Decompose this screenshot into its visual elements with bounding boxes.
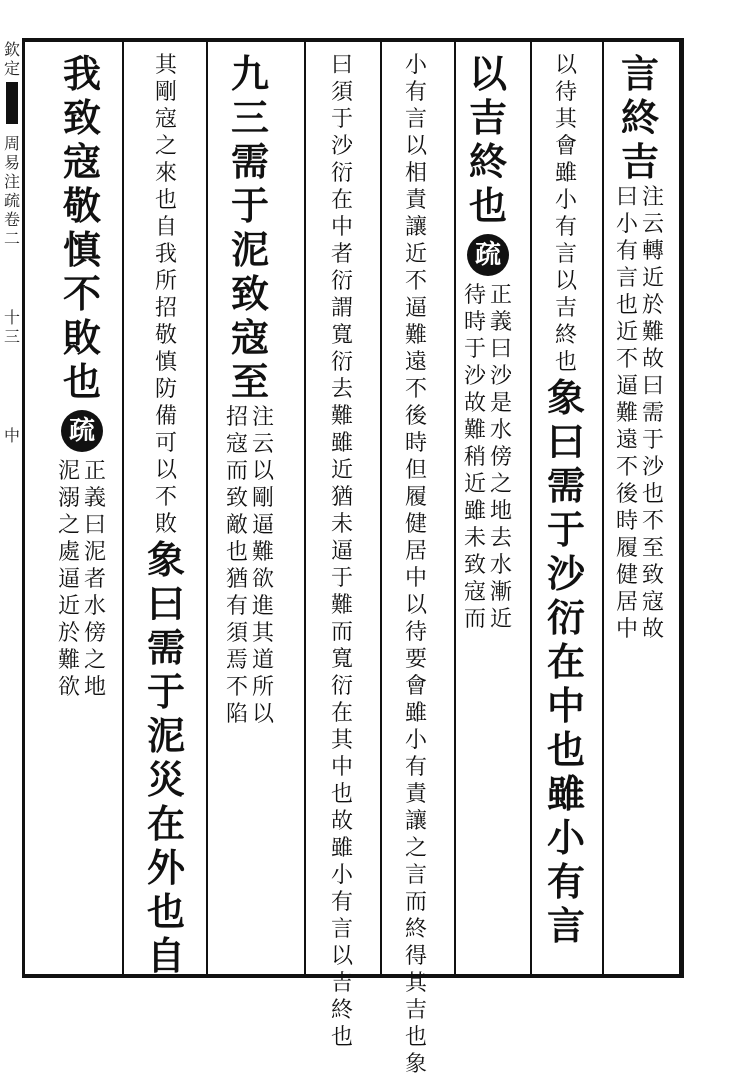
main-text: 我 致 寇 敬 慎 不 敗 也: [62, 51, 101, 404]
commentary-text: 曰 須 于 沙 衍 在 中 者 衍 謂 寬 衍 去 難 雖 近 猶 未 逼: [330, 53, 353, 564]
double-line-commentary: [226, 404, 274, 728]
column-rule: [304, 40, 306, 976]
fishtail-mark: [6, 82, 18, 124]
column-rule: [602, 40, 604, 976]
commentary-text: 于 難 而 寬 衍 在 其 中 也 故 雖 小 有 言 以 吉 終 也: [330, 566, 353, 1050]
commentary-text: 中 以 待 要 會 雖 小 有 責 讓 之 言 而 終 得 其 吉 也 象: [404, 566, 427, 1077]
double-line-commentary: [58, 458, 106, 701]
commentary-right-line: 注 云 轉 近 於 難 故 曰 需 于 沙 也 不 至 致 寇 故: [642, 185, 665, 642]
text-column-7: [131, 52, 201, 978]
main-text: 象 曰 需 于 沙 衍 在 中 也 雖 小 有 言: [546, 375, 585, 948]
text-column-4: [381, 52, 451, 1077]
column-rule: [122, 40, 124, 976]
main-text: 象 曰 需 于 泥 災 在 外 也 自: [146, 537, 185, 978]
shu-commentary-badge: 疏: [467, 234, 509, 276]
shu-commentary-badge: 疏: [61, 410, 103, 452]
main-text: 以 吉 終 也: [468, 51, 507, 228]
margin-page-number: 十 三: [3, 308, 20, 346]
text-column-2: [531, 52, 601, 972]
text-column-3: [453, 52, 523, 972]
text-column-1: [605, 52, 675, 972]
margin-label: [2, 40, 22, 976]
double-line-commentary: [616, 184, 664, 643]
commentary-text: 有 言 以 吉 終 也: [554, 215, 577, 375]
text-column-6: [215, 52, 285, 972]
margin-top-label: 欽 定: [3, 40, 20, 78]
commentary-text: 招 敬 慎 防 備 可 以 不 敗: [154, 296, 177, 537]
commentary-text: 其 剛 寇 之 來 也 自 我 所: [154, 53, 177, 294]
commentary-right-line: 正 義 曰 沙 是 水 傍 之 地 去 水 漸 近: [490, 283, 513, 632]
commentary-text: 小 有 言 以 相 責 讓 近 不 逼 難 遠 不 後 時 但 履 健 居: [404, 53, 427, 564]
commentary-text: 以 待 其 會 雖 小: [554, 53, 577, 213]
margin-bottom-label: 中: [3, 426, 20, 445]
commentary-left-line: 曰 小 有 言 也 近 不 逼 難 遠 不 後 時 履 健 居 中: [615, 185, 638, 642]
main-text: 九 三 需 于 泥 致 寇 至: [230, 51, 269, 404]
main-text: 言 終 吉: [620, 51, 659, 184]
commentary-right-line: 正 義 曰 泥 者 水 傍 之 地: [84, 459, 107, 700]
margin-volume-title: 周 易 注 疏 卷 二: [3, 134, 20, 248]
text-column-5: [307, 52, 377, 1050]
commentary-right-line: 注 云 以 剛 逼 難 欲 進 其 道 所 以: [252, 405, 275, 727]
commentary-left-line: 招 寇 而 致 敵 也 猶 有 須 焉 不 陷: [225, 405, 248, 727]
text-column-8: [47, 52, 117, 972]
commentary-left-line: 待 時 于 沙 故 難 稍 近 雖 未 致 寇 而: [463, 283, 486, 632]
commentary-left-line: 泥 溺 之 處 逼 近 於 難 欲: [57, 459, 80, 700]
column-rule: [206, 40, 208, 976]
double-line-commentary: [464, 282, 512, 633]
